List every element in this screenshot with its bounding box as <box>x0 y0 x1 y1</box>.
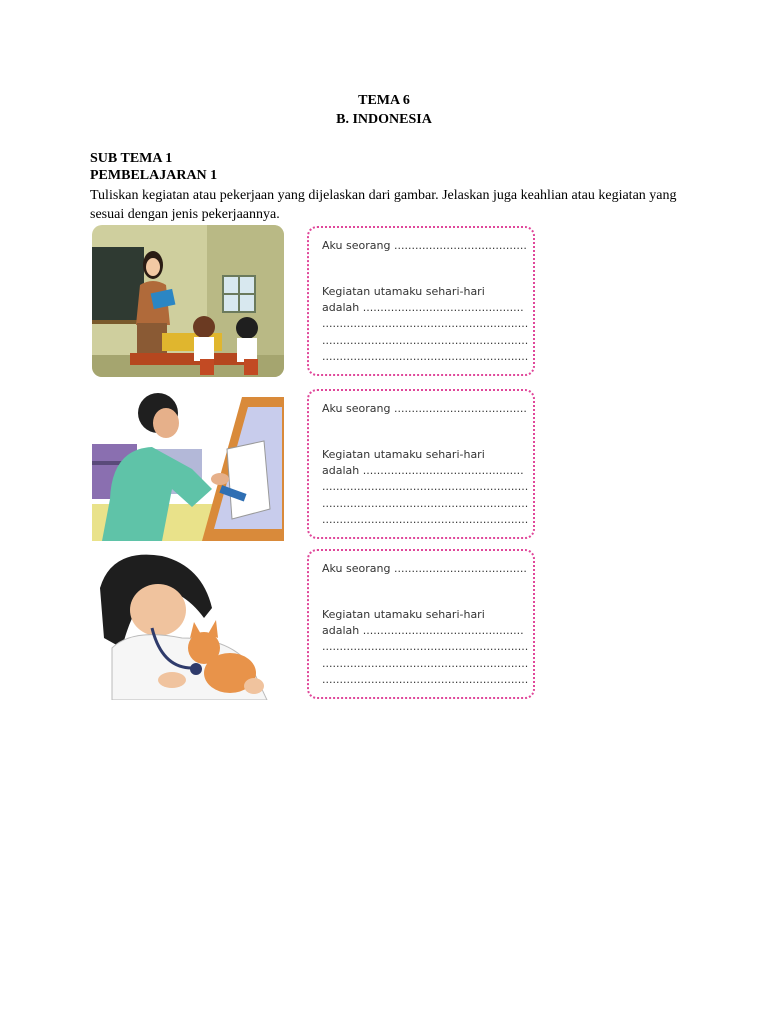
answer-card-1 <box>307 226 535 376</box>
lesson-heading: PEMBELAJARAN 1 <box>90 168 218 183</box>
card-line-blank[interactable]: ........................................................... <box>322 480 529 493</box>
card-line-activity-label: Kegiatan utamaku sehari-hari <box>322 448 485 461</box>
card-line-blank[interactable]: ........................................................... <box>322 497 529 510</box>
card-line-blank[interactable]: ........................................................... <box>322 334 529 347</box>
card-line-profession[interactable]: Aku seorang ...................................... <box>322 562 527 575</box>
card-line-profession[interactable]: Aku seorang ...................................... <box>322 239 527 252</box>
card-line-activity-label: Kegiatan utamaku sehari-hari <box>322 285 485 298</box>
answer-card-2 <box>307 389 535 539</box>
card-line-blank[interactable]: ........................................................... <box>322 350 529 363</box>
card-line-activity-answer[interactable]: adalah .............................................. <box>322 624 524 637</box>
card-line-profession[interactable]: Aku seorang ...................................... <box>322 402 527 415</box>
card-line-blank[interactable]: ........................................................... <box>322 513 529 526</box>
card-line-activity-answer[interactable]: adalah .............................................. <box>322 301 524 314</box>
card-line-blank[interactable]: ........................................................... <box>322 640 529 653</box>
card-line-blank[interactable]: ........................................................... <box>322 657 529 670</box>
answer-card-3 <box>307 549 535 699</box>
card-line-blank[interactable]: ........................................................... <box>322 317 529 330</box>
veterinarian-illustration <box>92 548 284 700</box>
theme-title: TEMA 6 <box>358 93 410 108</box>
instruction-text: Tuliskan kegiatan atau pekerjaan yang dijelaskan dari gambar. Jelaskan juga keahlian atau kegiatan yang sesuai dengan jenis pekerjaannya. <box>90 188 677 222</box>
subject-title: B. INDONESIA <box>336 112 432 127</box>
card-line-blank[interactable]: ........................................................... <box>322 673 529 686</box>
sub-theme-heading: SUB TEMA 1 <box>90 151 173 166</box>
card-line-activity-answer[interactable]: adalah .............................................. <box>322 464 524 477</box>
card-line-activity-label: Kegiatan utamaku sehari-hari <box>322 608 485 621</box>
architect-illustration <box>92 389 284 541</box>
teacher-illustration <box>92 225 284 377</box>
